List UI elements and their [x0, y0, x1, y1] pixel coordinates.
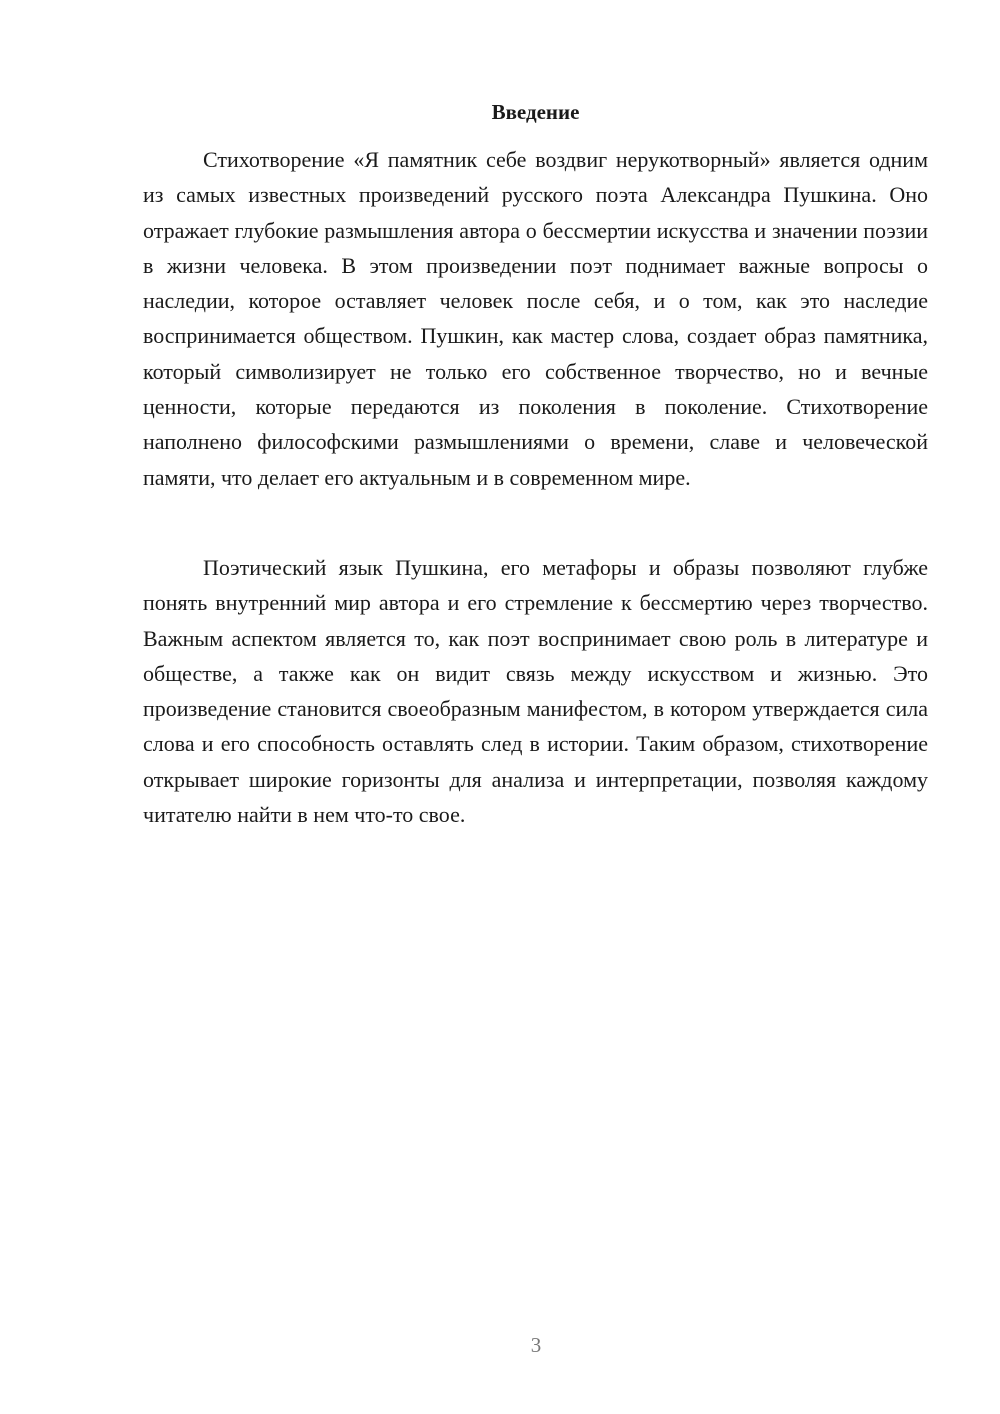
section-heading: Введение: [491, 100, 580, 124]
paragraph: Стихотворение «Я памятник себе воздвиг нерукотворный» является одним из самых известных произведений русского поэта Александра Пушкина. Оно отражает глубокие размышления автора о бессмертии искусства и значении поэзии в жизни человека. В этом произведении поэт поднимает важные вопросы о наследии, которое оставляет человек после себя, и о том, как это наследие воспринимается обществом. Пушкин, как мастер слова, создает образ памятника, который символизирует не только его собственное творчество, но и вечные ценности, которые передаются из поколения в поколение. Стихотворение наполнено философскими размышлениями о времени, славе и человеческой памяти, что делает его актуальным и в современном мире.: [143, 147, 928, 490]
page-number: 3: [530, 1333, 542, 1357]
paragraph: Поэтический язык Пушкина, его метафоры и образы позволяют глубже понять внутренний мир автора и его стремление к бессмертию через творчество. Важным аспектом является то, как поэт воспринимает свою роль в литературе и обществе, а также как он видит связь между искусством и жизнью. Это произведение становится своеобразным манифестом, в котором утверждается сила слова и его способность оставлять след в истории. Таким образом, стихотворение открывает широкие горизонты для анализа и интерпретации, позволяя каждому читателю найти в нем что-то свое.: [143, 555, 928, 828]
